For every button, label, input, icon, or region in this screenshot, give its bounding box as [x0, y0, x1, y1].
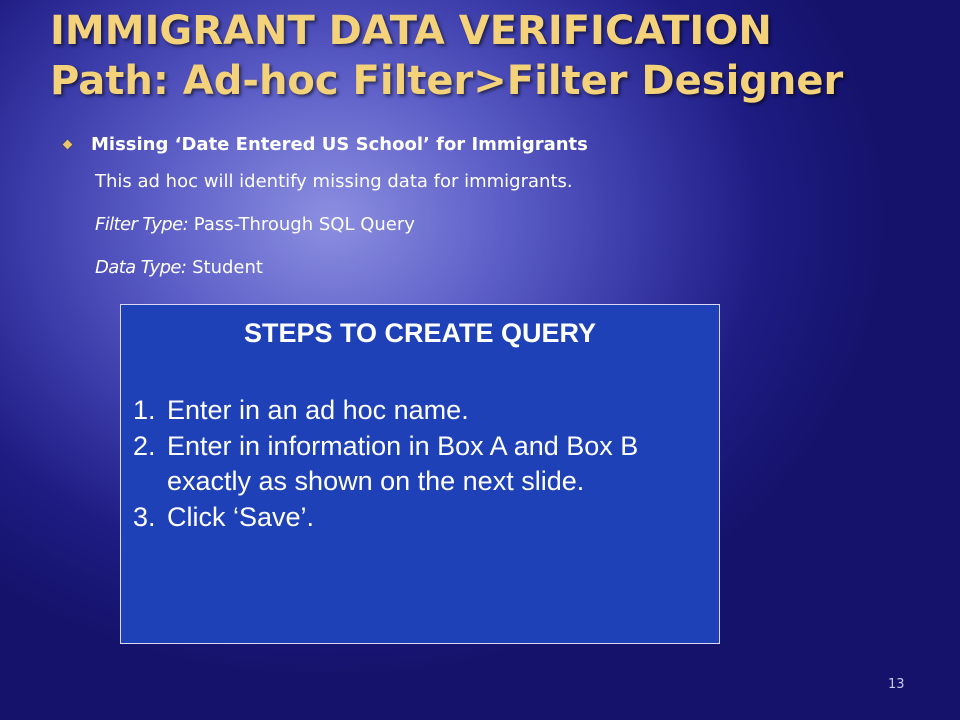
- step-number: 1.: [133, 395, 156, 425]
- slide-body: [62, 128, 862, 289]
- step-item: [133, 429, 713, 500]
- slide-title: [50, 6, 930, 106]
- steps-box: [120, 304, 720, 644]
- steps-heading: STEPS TO CREATE QUERY: [243, 318, 597, 348]
- diamond-bullet-icon: [63, 139, 73, 149]
- step-number: 2.: [133, 430, 156, 461]
- step-item: [133, 500, 713, 536]
- step-text: Enter in an ad hoc name.: [167, 395, 469, 425]
- filter-type-value: Pass-Through SQL Query: [193, 214, 415, 235]
- steps-list: [133, 393, 713, 535]
- step-text: Click ‘Save’.: [167, 501, 315, 532]
- slide-title-line-1: IMMIGRANT DATA VERIFICATION: [50, 8, 772, 54]
- bullet-text: Missing ‘Date Entered US School’ for Immigrants: [91, 133, 588, 155]
- data-type-value: Student: [192, 257, 263, 278]
- step-text: Enter in information in Box A and Box B exactly as shown on the next slide.: [167, 430, 639, 496]
- step-number: 3.: [133, 501, 156, 532]
- slide-title-line-2: Path: Ad-hoc Filter>Filter Designer: [50, 58, 844, 104]
- step-item: [133, 393, 713, 429]
- filter-type-label: Filter Type:: [95, 214, 189, 235]
- filter-type-line: [62, 203, 862, 246]
- data-type-line: [62, 246, 862, 289]
- page-number: 13: [888, 677, 905, 692]
- bullet-item: [62, 128, 862, 160]
- description-line: This ad hoc will identify missing data for immigrants.: [95, 171, 573, 192]
- data-type-label: Data Type:: [95, 257, 187, 278]
